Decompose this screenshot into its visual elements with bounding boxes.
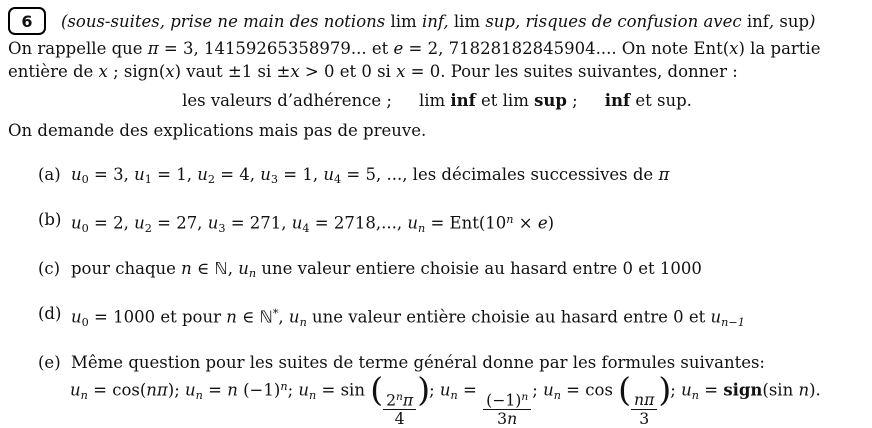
text-segment: u (185, 380, 196, 400)
text-segment: = 1000 et pour (88, 307, 227, 327)
text-segment: nπ (634, 390, 655, 410)
text-segment: = (560, 380, 586, 400)
text-segment: , (278, 307, 289, 327)
text-segment: sup (779, 11, 810, 31)
text-segment: n (798, 380, 810, 400)
text-segment: = 2, 71828182845904.... On note Ent( (403, 39, 730, 58)
text-segment: sup (534, 91, 567, 110)
text-segment: ; (670, 380, 682, 400)
fraction (383, 391, 416, 427)
text-segment: * (272, 307, 279, 321)
text-segment: et (630, 91, 658, 110)
text-segment: = 3, (88, 165, 135, 184)
text-segment: et (475, 91, 503, 110)
text-segment: = 5, ..., les décimales successives de (341, 165, 659, 184)
text-segment: π (658, 165, 670, 184)
text-segment: ; (287, 380, 299, 400)
text-segment: n (450, 388, 458, 402)
item-text (71, 257, 702, 285)
text-segment: ) (658, 369, 671, 409)
item-text (71, 302, 745, 334)
text-segment: une valeur entière choisie au hasard entre 0 et (306, 307, 711, 327)
text-segment: sign (723, 380, 763, 400)
text-segment: , (443, 11, 454, 31)
text-segment: inf (421, 11, 444, 31)
text-segment: x (98, 62, 108, 81)
text-segment: u (134, 165, 145, 184)
text-segment: π (147, 39, 159, 58)
text-segment: On rappelle que (8, 39, 148, 58)
text-segment: e (537, 213, 548, 233)
text-segment: ; (532, 380, 544, 400)
text-segment: x (290, 62, 300, 81)
text-segment: , (768, 11, 780, 31)
text-segment: entière de (8, 62, 99, 81)
paragraph-rappel-line1 (8, 37, 866, 60)
item-label: (c) (38, 258, 61, 278)
text-segment: ∈ (236, 307, 260, 327)
text-segment: ( (762, 380, 769, 400)
text-segment: 3 (497, 408, 508, 428)
text-segment: 3 (270, 173, 279, 187)
item-label: (d) (38, 304, 62, 324)
text-segment: une valeur entiere choisie au hasard entre 0 et 1000 (256, 258, 702, 278)
text-segment: On demande des explications mais pas de preuve. (8, 121, 427, 140)
text-segment: n (280, 379, 288, 393)
text-segment: u (323, 165, 335, 184)
text-segment: ( (618, 369, 631, 409)
list-item-d (8, 302, 866, 334)
text-segment: u (298, 380, 310, 400)
text-segment: sup. (657, 91, 692, 110)
text-segment: ) (547, 213, 555, 233)
text-segment: u (407, 213, 418, 233)
text-segment: ); (167, 380, 186, 400)
list-item-c (8, 257, 866, 285)
list-item-a (8, 163, 866, 191)
tasks-line (8, 89, 866, 112)
text-segment: ). (809, 380, 821, 400)
text-segment: u (238, 258, 249, 278)
text-segment: (sous-suites, prise ne main des notions (61, 11, 391, 31)
text-segment: × (513, 213, 538, 233)
fraction (483, 391, 531, 427)
text-segment: u (288, 307, 300, 327)
text-segment: π (402, 390, 414, 410)
text-segment: u (681, 380, 692, 400)
text-segment: cos (112, 380, 140, 400)
text-segment: u (71, 213, 82, 233)
text-segment: n−1 (721, 315, 745, 329)
text-segment: ( (370, 369, 383, 409)
text-segment: 1 (144, 173, 152, 187)
text-segment: 3 (218, 221, 226, 235)
text-segment: sup (485, 11, 515, 31)
formula-line (70, 369, 866, 428)
text-segment: u (710, 307, 722, 327)
text-segment: = (202, 380, 228, 400)
text-segment: ℕ (214, 258, 228, 278)
text-segment: inf (746, 11, 769, 31)
fraction-denominator (639, 410, 649, 428)
text-segment: = 27, (151, 213, 208, 233)
text-segment: u (134, 213, 145, 233)
text-segment: u (71, 165, 82, 184)
text-segment: n (227, 380, 238, 400)
text-segment: n (181, 258, 192, 278)
text-segment: Même question pour les suites de terme général donne par les formules suivantes: (71, 352, 765, 372)
text-segment: 4 (334, 173, 342, 187)
text-segment: u (71, 307, 82, 327)
text-segment: 0 (81, 173, 89, 187)
text-segment: = (87, 380, 113, 400)
text-segment: = (316, 380, 341, 400)
text-segment: 2 (386, 390, 397, 410)
item-text (71, 208, 554, 240)
item-label: (a) (38, 165, 61, 184)
text-segment: u (291, 213, 303, 233)
text-segment: n (521, 389, 529, 403)
text-segment: = 4, (214, 165, 261, 184)
text-segment: u (543, 380, 554, 400)
text-segment: n (396, 389, 403, 403)
text-segment: n (309, 388, 317, 402)
paragraph-rappel-line2 (8, 60, 866, 83)
text-segment: n (80, 388, 88, 402)
text-segment: ; (566, 91, 578, 110)
text-segment: 3 (639, 408, 650, 428)
text-segment: inf (450, 91, 476, 110)
text-segment: n (195, 388, 203, 402)
fraction-numerator (383, 391, 416, 410)
fraction-denominator (497, 410, 517, 428)
text-segment: n (506, 213, 514, 227)
text-segment: = 0. Pour les suites suivantes, donner : (405, 62, 738, 81)
text-segment: 0 (81, 221, 89, 235)
item-label: (e) (38, 352, 61, 372)
item-label: (b) (38, 210, 62, 230)
text-segment: n (299, 315, 307, 329)
text-segment: ) (809, 11, 816, 31)
text-segment: cos (585, 380, 613, 400)
list-item-e (8, 351, 866, 374)
text-segment: nπ (146, 380, 168, 400)
fraction-numerator (631, 391, 657, 410)
fraction-numerator (483, 391, 531, 410)
text-segment: 2 (207, 173, 215, 187)
text-segment: = (698, 380, 724, 400)
text-segment: 4 (394, 408, 405, 428)
text-segment: sin (340, 380, 365, 400)
text-segment: (−1) (486, 390, 522, 410)
text-segment: n (248, 267, 257, 281)
text-segment: x (729, 39, 739, 58)
text-segment: e (393, 39, 404, 58)
text-segment: = 1, (278, 165, 324, 184)
text-segment: inf (604, 91, 631, 110)
text-segment: u (439, 380, 451, 400)
text-segment: ) (417, 369, 430, 409)
text-segment: n (417, 221, 426, 235)
text-segment: x (396, 62, 406, 81)
text-segment: ∈ (191, 258, 215, 278)
text-segment: n (226, 307, 237, 327)
text-segment: > 0 et 0 si (299, 62, 397, 81)
text-segment: (−1) (237, 380, 281, 400)
text-segment: n (507, 408, 518, 428)
note-line (8, 119, 866, 142)
text-segment: x (165, 62, 175, 81)
text-segment: ; sign( (107, 62, 166, 81)
exercise-number-box: 6 (8, 7, 46, 35)
text-segment: lim (502, 91, 535, 110)
text-segment: = 271, (225, 213, 292, 233)
text-segment: u (197, 165, 208, 184)
text-segment: u (207, 213, 219, 233)
text-segment: = 3, 14159265358979... et (158, 39, 394, 58)
fraction (631, 391, 657, 427)
text-segment: = 2718,..., (309, 213, 408, 233)
text-segment: ; (429, 380, 440, 400)
fraction-denominator (395, 410, 405, 428)
text-segment: , (227, 258, 239, 278)
text-segment: = 1, (151, 165, 198, 184)
text-segment: lim (453, 11, 486, 31)
text-segment: lim (418, 91, 451, 110)
text-segment: ) vaut ±1 si ± (174, 62, 291, 81)
text-segment: lim (390, 11, 422, 31)
text-segment: les valeurs d’adhérence ; (182, 91, 392, 110)
text-segment: u (70, 380, 81, 400)
exercise-subtitle (61, 12, 815, 31)
exercise-header (8, 7, 866, 35)
text-segment: , risques de confusion avec (515, 11, 747, 31)
text-segment: n (553, 388, 561, 402)
text-segment: u (260, 165, 271, 184)
text-segment: = (457, 380, 483, 400)
text-segment: pour chaque (71, 258, 182, 278)
text-segment: = Ent(10 (425, 213, 507, 233)
text-segment: ) la partie (738, 39, 821, 58)
item-text (71, 163, 669, 191)
text-segment: ( (139, 380, 147, 400)
text-segment: 0 (81, 315, 89, 329)
text-segment: ℕ (259, 307, 273, 327)
text-segment: sin (768, 380, 794, 400)
text-segment: n (691, 388, 699, 402)
text-segment: 4 (302, 221, 310, 235)
item-list (8, 163, 866, 374)
list-item-b (8, 208, 866, 240)
text-segment: = 2, (88, 213, 135, 233)
text-segment: 2 (144, 221, 152, 235)
